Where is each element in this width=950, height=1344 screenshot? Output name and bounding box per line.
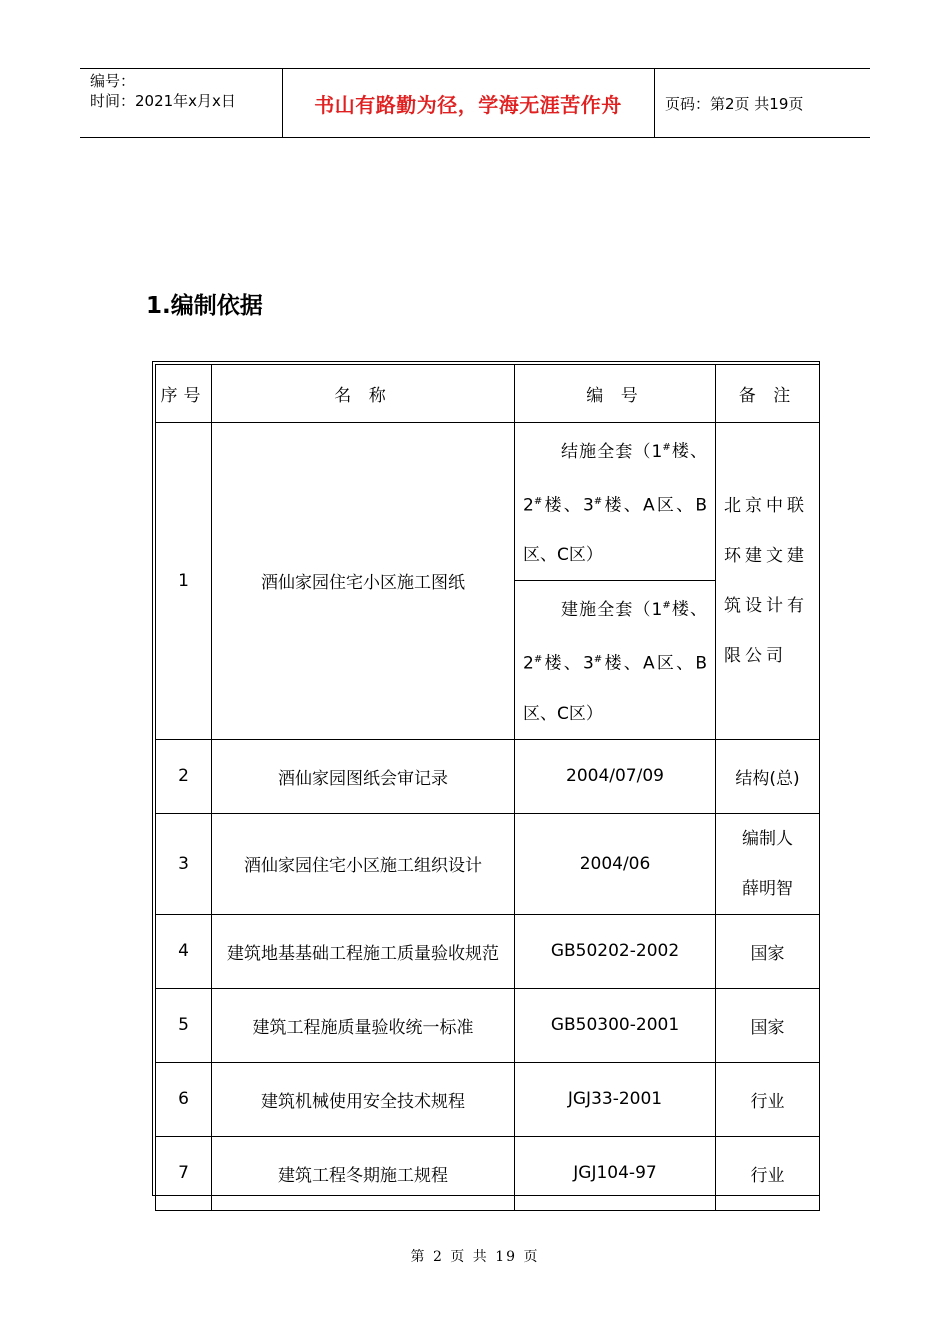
row-seq: 2 [156,739,212,813]
row-seq: 4 [156,914,212,988]
table-header-row [156,365,820,423]
row-code-structural: 结施全套（1#楼、2#楼、3#楼、A区、B区、C区） [515,423,716,581]
row-code: 2004/06 [515,813,716,914]
page-footer: 第 2 页 共 19 页 [410,1249,540,1265]
header-name: 名 称 [212,365,515,423]
table-row [156,988,820,1062]
row-code: JGJ33-2001 [515,1062,716,1136]
table-row [156,914,820,988]
header-page-info: 页码：第2页 共19页 [665,94,804,113]
row-name: 酒仙家园图纸会审记录 [212,739,515,813]
document-code-label: 编号： [90,72,136,90]
row-code: JGJ104-97 [515,1136,716,1210]
header-motto: 书山有路勤为径，学海无涯苦作舟 [314,92,622,117]
row-name: 建筑机械使用安全技术规程 [212,1062,515,1136]
row-remark [716,813,820,914]
row-seq: 5 [156,988,212,1062]
header-remark: 备 注 [716,365,820,423]
section-title: 1.编制依据 [146,293,263,319]
row-seq: 6 [156,1062,212,1136]
row-remark: 行业 [716,1136,820,1210]
row-code-architectural: 建施全套（1#楼、2#楼、3#楼、A区、B区、C区） [515,581,716,739]
header-seq: 序号 [156,365,212,423]
page-header [80,68,870,138]
table-row [156,813,820,914]
remark-line: 编制人 [742,828,793,849]
row-code: GB50202-2002 [515,914,716,988]
table-row [156,423,820,581]
row-name: 建筑工程施质量验收统一标准 [212,988,515,1062]
row-name: 酒仙家园住宅小区施工图纸 [212,423,515,740]
row-seq: 7 [156,1136,212,1210]
row-remark-designer: 北京中联环建文建筑设计有限公司 [716,423,820,740]
row-code: GB50300-2001 [515,988,716,1062]
row-code: 2004/07/09 [515,739,716,813]
row-name: 建筑工程冬期施工规程 [212,1136,515,1210]
table-row [156,1136,820,1210]
row-name: 酒仙家园住宅小区施工组织设计 [212,813,515,914]
row-name: 建筑地基基础工程施工质量验收规范 [212,914,515,988]
row-remark: 国家 [716,914,820,988]
header-code: 编 号 [515,365,716,423]
table-row [156,1062,820,1136]
basis-table-frame [152,361,820,1196]
row-remark: 国家 [716,988,820,1062]
row-remark: 结构(总) [716,739,820,813]
row-seq: 3 [156,813,212,914]
header-page-cell [655,69,870,137]
table-row [156,739,820,813]
header-meta [80,69,283,137]
remark-line: 薛明智 [742,878,793,899]
row-remark: 行业 [716,1062,820,1136]
row-seq: 1 [156,423,212,740]
header-motto-cell [282,69,655,137]
basis-table [155,364,820,1211]
document-date: 时间：2021年x月x日 [90,92,236,110]
